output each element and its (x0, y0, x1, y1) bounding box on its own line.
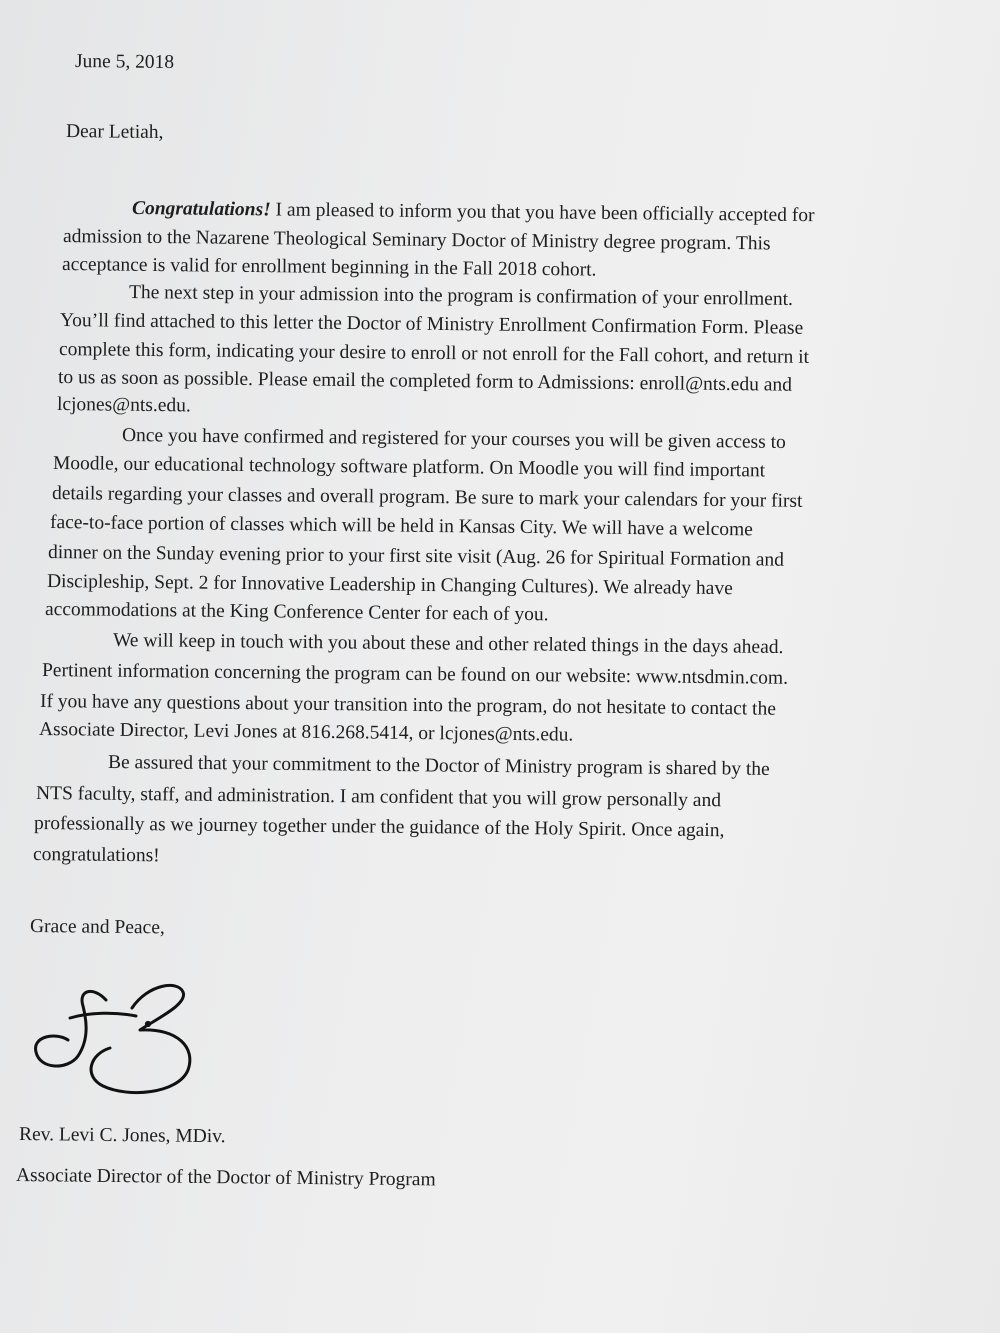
paragraph-5-line-1: Be assured that your commitment to the Doctor of Ministry program is shared by the (107, 752, 770, 780)
salutation: Dear Letiah, (65, 121, 164, 144)
closing: Grace and Peace, (29, 916, 165, 939)
paragraph-3-line-6: Discipleship, Sept. 2 for Innovative Leadership in Changing Cultures). We already have (46, 571, 733, 600)
paragraph-4-line-4: Associate Director, Levi Jones at 816.268.5414, or lcjones@nts.edu. (38, 719, 574, 746)
paragraph-4-line-3: If you have any questions about your transition into the program, do not hesitate to contact the (39, 691, 777, 720)
signer-title: Associate Director of the Doctor of Ministry Program (15, 1165, 436, 1191)
handwritten-signature (28, 978, 198, 1098)
paragraph-3-line-5: dinner on the Sunday evening prior to your first site visit (Aug. 26 for Spiritual Formation and (47, 542, 785, 571)
paragraph-5-line-4: congratulations! (32, 844, 160, 867)
paragraph-2-line-3: complete this form, indicating your desire to enroll or not enroll for the Fall cohort, and return it (58, 339, 810, 368)
paragraph-2-line-4: to us as soon as possible. Please email the completed form to Admissions: enroll@nts.edu and (57, 367, 793, 396)
paragraph-1-line-1: Congratulations! I am pleased to inform you that you have been officially accepted for (131, 198, 815, 227)
paragraph-3-line-1: Once you have confirmed and registered for your courses you will be given access to (121, 425, 786, 453)
paragraph-5-line-2: NTS faculty, staff, and administration. I am confident that you will grow personally and (35, 783, 722, 812)
paragraph-3-line-2: Moodle, our educational technology software platform. On Moodle you will find important (52, 453, 766, 482)
signer-name: Rev. Levi C. Jones, MDiv. (18, 1124, 226, 1148)
paragraph-2-line-1: The next step in your admission into the program is confirmation of your enrollment. (128, 282, 794, 310)
paragraph-5-line-3: professionally as we journey together under the guidance of the Holy Spirit. Once again, (33, 813, 725, 842)
paragraph-4-line-2: Pertinent information concerning the program can be found on our website: www.ntsdmin.com. (41, 660, 789, 689)
paragraph-2-line-2: You’ll find attached to this letter the Doctor of Ministry Enrollment Confirmation Form. Please (59, 310, 804, 339)
paragraph-3-line-4: face-to-face portion of classes which will be held in Kansas City. We will have a welcome (49, 512, 753, 541)
paragraph-4-line-1: We will keep in touch with you about these and other related things in the days ahead. (112, 630, 784, 659)
paragraph-3-line-7: accommodations at the King Conference Center for each of you. (44, 599, 549, 626)
paragraph-1-line-3: acceptance is valid for enrollment beginning in the Fall 2018 cohort. (61, 254, 597, 281)
paragraph-3-line-3: details regarding your classes and overall program. Be sure to mark your calendars for your first (51, 483, 803, 512)
paragraph-2-line-5: lcjones@nts.edu. (56, 394, 191, 417)
congratulations-emphasis: Congratulations! (131, 198, 271, 221)
letter-date: June 5, 2018 (74, 51, 175, 74)
paragraph-1-line-2: admission to the Nazarene Theological Seminary Doctor of Ministry degree program. This (62, 226, 771, 255)
